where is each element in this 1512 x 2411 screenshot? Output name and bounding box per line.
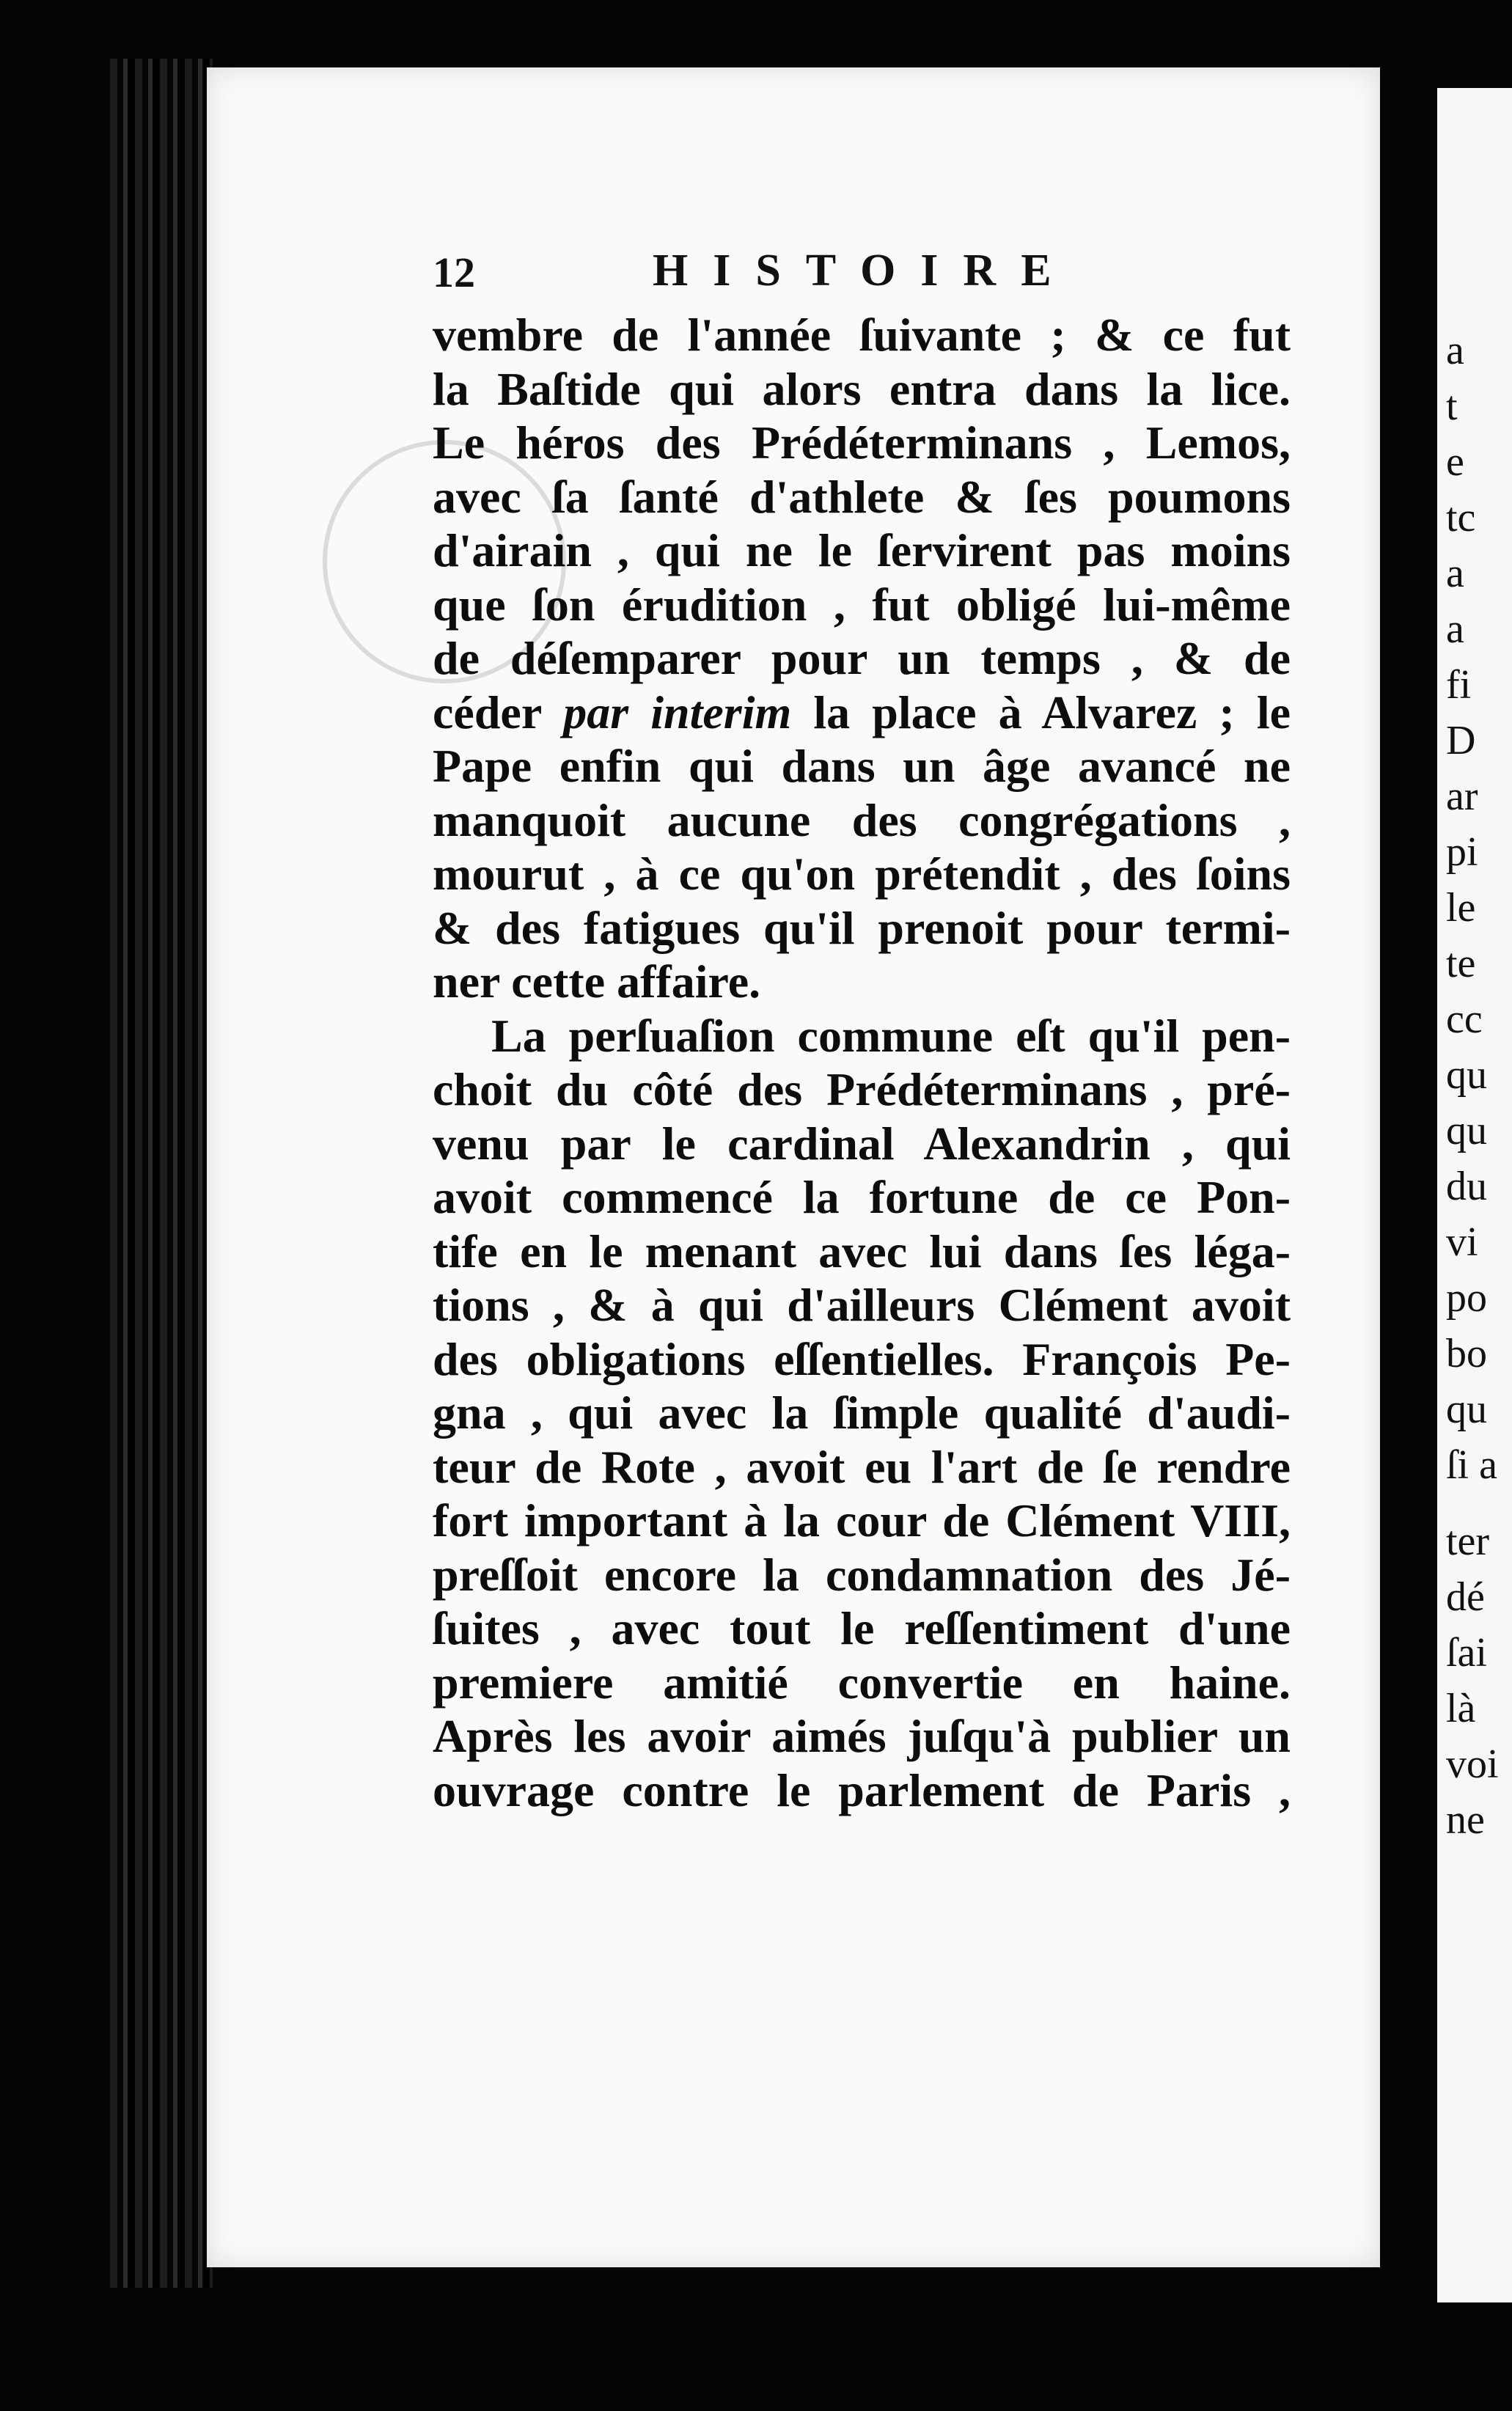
text-line: des obligations eſſentielles. François Pe- bbox=[433, 1332, 1291, 1385]
facing-fragment: qu bbox=[1446, 1108, 1487, 1153]
italic-phrase: par interim bbox=[563, 686, 792, 738]
facing-fragment: du bbox=[1446, 1164, 1487, 1209]
text-line: la Baſtide qui alors entra dans la lice. bbox=[433, 362, 1291, 415]
facing-fragment: e bbox=[1446, 439, 1464, 485]
facing-fragment: ter bbox=[1446, 1519, 1490, 1564]
facing-fragment: a bbox=[1446, 606, 1464, 652]
body-text bbox=[433, 308, 1291, 1817]
page-number: 12 bbox=[433, 249, 475, 296]
facing-fragment: t bbox=[1446, 384, 1458, 429]
running-title: HISTOIRE bbox=[653, 246, 1076, 296]
text-line: Après les avoir aimés juſqu'à publier un bbox=[433, 1710, 1291, 1762]
text-line-with-italic bbox=[433, 686, 1291, 740]
text-line: Pape enfin qui dans un âge avancé ne bbox=[433, 740, 1291, 792]
facing-fragment: a bbox=[1446, 328, 1464, 373]
facing-fragment: cc bbox=[1446, 997, 1483, 1042]
facing-fragment: vi bbox=[1446, 1219, 1478, 1265]
text-line: avoit commencé la fortune de ce Pon- bbox=[433, 1171, 1291, 1223]
facing-fragment: le bbox=[1446, 885, 1476, 931]
facing-fragment: qu bbox=[1446, 1052, 1487, 1098]
text-line: de déſemparer pour un temps , & de bbox=[433, 632, 1291, 684]
text-line: avec ſa ſanté d'athlete & ſes poumons bbox=[433, 470, 1291, 523]
facing-fragment: fi bbox=[1446, 662, 1472, 708]
text-line: teur de Rote , avoit eu l'art de ſe rendre bbox=[433, 1440, 1291, 1493]
text-line: tions , & à qui d'ailleurs Clément avoit bbox=[433, 1279, 1291, 1331]
running-head bbox=[433, 248, 1313, 307]
text-line: mourut , à ce qu'on prétendit , des ſoins bbox=[433, 848, 1291, 900]
text-line: venu par le cardinal Alexandrin , qui bbox=[433, 1117, 1291, 1170]
text-line: gna , qui avec la ſimple qualité d'audi- bbox=[433, 1387, 1291, 1439]
facing-fragment: a bbox=[1446, 551, 1464, 596]
facing-fragment: voi bbox=[1446, 1742, 1499, 1787]
facing-gap bbox=[1446, 1493, 1512, 1513]
facing-fragment: po bbox=[1446, 1275, 1487, 1321]
facing-fragment: ſai bbox=[1446, 1630, 1487, 1676]
text-line: tife en le menant avec lui dans ſes léga- bbox=[433, 1225, 1291, 1277]
facing-fragment: ne bbox=[1446, 1797, 1485, 1843]
paragraph-start: La perſuaſion commune eſt qu'il pen- bbox=[491, 1009, 1291, 1062]
text-line: Le héros des Prédéterminans , Lemos, bbox=[433, 416, 1291, 469]
text-fragment: céder bbox=[433, 686, 564, 738]
text-fragment: la place à Alvarez ; le bbox=[791, 686, 1291, 738]
text-line: & des fatigues qu'il prenoit pour termi- bbox=[433, 901, 1291, 954]
text-line: d'airain , qui ne le ſervirent pas moins bbox=[433, 524, 1291, 576]
text-line: vembre de l'année ſuivante ; & ce fut bbox=[433, 309, 1291, 361]
text-line: manquoit aucune des congrégations , bbox=[433, 793, 1291, 846]
text-line: preſſoit encore la condamnation des Jé- bbox=[433, 1548, 1291, 1601]
text-line: ouvrage contre le parlement de Paris , bbox=[433, 1764, 1291, 1816]
facing-fragment: là bbox=[1446, 1686, 1476, 1731]
facing-fragment: ſi a bbox=[1446, 1442, 1497, 1488]
book-edge-stack bbox=[110, 59, 213, 2288]
text-line: ſuites , avec tout le reſſentiment d'une bbox=[433, 1602, 1291, 1654]
facing-fragment: ar bbox=[1446, 774, 1478, 819]
facing-fragment: tc bbox=[1446, 495, 1476, 540]
text-line: choit du côté des Prédéterminans , pré- bbox=[433, 1063, 1291, 1115]
text-line: ner cette affaire. bbox=[433, 955, 761, 1008]
facing-fragment: pi bbox=[1446, 829, 1478, 875]
facing-fragment: dé bbox=[1446, 1574, 1485, 1620]
text-line: que ſon érudition , fut obligé lui-même bbox=[433, 578, 1291, 631]
facing-fragment: te bbox=[1446, 941, 1476, 986]
facing-fragment: D bbox=[1446, 718, 1476, 763]
text-line: premiere amitié convertie en haine. bbox=[433, 1656, 1291, 1709]
facing-page-text bbox=[1446, 323, 1512, 1848]
facing-fragment: qu bbox=[1446, 1387, 1487, 1432]
text-line: fort important à la cour de Clément VIII, bbox=[433, 1494, 1291, 1546]
facing-fragment: bo bbox=[1446, 1331, 1487, 1376]
